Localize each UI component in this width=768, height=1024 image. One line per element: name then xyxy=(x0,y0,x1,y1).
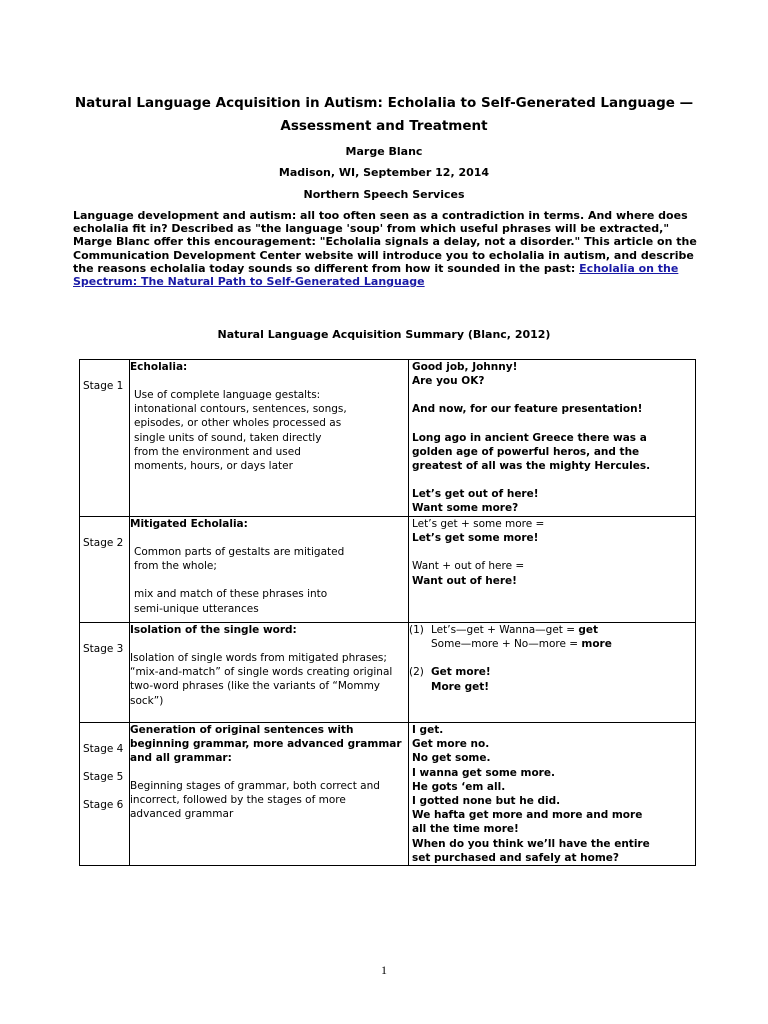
description-line: semi-unique utterances xyxy=(134,602,259,615)
stage-label: Stage 2 xyxy=(83,537,124,549)
description-cell xyxy=(130,723,409,866)
description-line: incorrect, followed by the stages of more xyxy=(130,794,346,807)
example-result: get xyxy=(578,624,599,636)
description-cell xyxy=(130,517,409,623)
example-line: Are you OK? xyxy=(412,375,485,388)
stage-cell xyxy=(80,360,130,517)
stage-label: Stage 5 xyxy=(83,771,124,783)
place-date: Madison, WI, September 12, 2014 xyxy=(278,166,490,179)
description-line: Common parts of gestalts are mitigated xyxy=(134,546,345,558)
example-line: set purchased and safely at home? xyxy=(412,851,620,864)
row-heading: Echolalia: xyxy=(130,361,188,373)
stage-cell xyxy=(80,623,130,723)
author-name: Marge Blanc xyxy=(345,145,423,158)
description-line: from the environment and used xyxy=(134,445,301,458)
row-heading: Isolation of the single word: xyxy=(130,624,297,636)
example-line: greatest of all was the mighty Hercules. xyxy=(412,460,651,473)
example-line: golden age of powerful heros, and the xyxy=(412,445,640,458)
description-cell xyxy=(130,360,409,517)
numbered-example xyxy=(409,623,695,637)
example-line: all the time more! xyxy=(412,823,519,836)
example-line: Good job, Johnny! xyxy=(412,361,518,373)
page-number: 1 xyxy=(381,963,387,977)
example-line: He gots ‘em all. xyxy=(412,780,506,793)
table-row xyxy=(80,723,696,866)
intro-link[interactable]: Echolalia on the Spectrum: The Natural Path to Self-Generated Language xyxy=(73,261,679,289)
stage-label: Stage 3 xyxy=(83,643,124,655)
description-line: episodes, or other wholes processed as xyxy=(134,417,342,430)
example-line: Want + out of here = xyxy=(412,560,525,573)
document-title: Natural Language Acquisition in Autism: Echolalia to Self-Generated Language — Assessment and Treatment xyxy=(74,95,694,134)
row-heading: beginning grammar, more advanced grammar xyxy=(130,738,402,750)
numbered-example-continued xyxy=(412,637,695,651)
table-row xyxy=(80,623,696,723)
example-line: Get more no. xyxy=(412,738,490,751)
organization-name: Northern Speech Services xyxy=(303,188,465,201)
example-line: No get some. xyxy=(412,752,491,765)
stage-label: Stage 1 xyxy=(83,380,124,392)
example-line: Let’s get out of here! xyxy=(412,488,539,501)
table-row xyxy=(80,517,696,623)
stage-cell xyxy=(80,723,130,866)
description-line: from the whole; xyxy=(134,560,217,573)
description-line: sock”) xyxy=(130,694,164,707)
intro-text: Language development and autism: all too often seen as a contradiction in terms. And where does echolalia fit in? Described as "the language 'soup' from which useful phrases will be extracted," Marge Blanc offer this encouragement: "Echolalia signals a delay, not a disorder." This article on the Communication Development Center website will introduce you to echolalia in autism, and describe the reasons echolalia today sounds so different from how it sounded in the past: xyxy=(73,209,697,275)
description-line: advanced grammar xyxy=(130,808,234,821)
description-line: intonational contours, sentences, songs, xyxy=(134,403,347,416)
example-result: more xyxy=(581,638,612,651)
example-text: Get more! xyxy=(431,666,491,679)
example-line: I gotted none but he did. xyxy=(412,795,561,808)
description-line: Beginning stages of grammar, both correct and xyxy=(130,780,380,792)
intro-paragraph xyxy=(73,209,698,288)
description-line: Use of complete language gestalts: xyxy=(134,389,321,401)
summary-table xyxy=(79,359,696,866)
example-text: Some—more + No—more = xyxy=(431,638,582,651)
stage-label: Stage 6 xyxy=(83,799,124,811)
example-line: I get. xyxy=(412,724,444,736)
stage-label: Stage 4 xyxy=(83,743,124,755)
list-number: (2) xyxy=(409,666,424,679)
example-text: More get! xyxy=(431,680,490,693)
list-number: (1) xyxy=(409,624,424,636)
example-line: Let’s get some more! xyxy=(412,532,539,545)
example-line: And now, for our feature presentation! xyxy=(412,403,643,416)
row-heading: Generation of original sentences with xyxy=(130,724,354,736)
examples-cell xyxy=(409,517,696,623)
example-line: We hafta get more and more and more xyxy=(412,809,643,822)
description-line: two-word phrases (like the variants of “Mommy xyxy=(130,680,381,693)
example-line: Long ago in ancient Greece there was a xyxy=(412,431,647,444)
numbered-example xyxy=(409,665,695,679)
example-text: Let’s—get + Wanna—get = xyxy=(431,624,579,636)
examples-cell xyxy=(409,723,696,866)
example-line: Let’s get + some more = xyxy=(412,518,545,530)
row-heading: Mitigated Echolalia: xyxy=(130,518,248,530)
stage-cell xyxy=(80,517,130,623)
examples-cell xyxy=(409,623,696,723)
table-row xyxy=(80,360,696,517)
description-line: moments, hours, or days later xyxy=(134,460,293,473)
description-line: single units of sound, taken directly xyxy=(134,431,322,444)
example-line: Want some more? xyxy=(412,502,519,515)
example-line: When do you think we’ll have the entire xyxy=(412,837,650,850)
description-line: Isolation of single words from mitigated phrases; xyxy=(130,652,387,664)
summary-title: Natural Language Acquisition Summary (Blanc, 2012) xyxy=(217,328,551,341)
row-heading: and all grammar: xyxy=(130,752,232,764)
description-line: “mix-and-match” of single words creating original xyxy=(130,666,393,679)
description-line: mix and match of these phrases into xyxy=(134,588,328,601)
example-line: Want out of here! xyxy=(412,574,517,587)
examples-cell xyxy=(409,360,696,517)
example-line: I wanna get some more. xyxy=(412,766,555,779)
description-cell xyxy=(130,623,409,723)
